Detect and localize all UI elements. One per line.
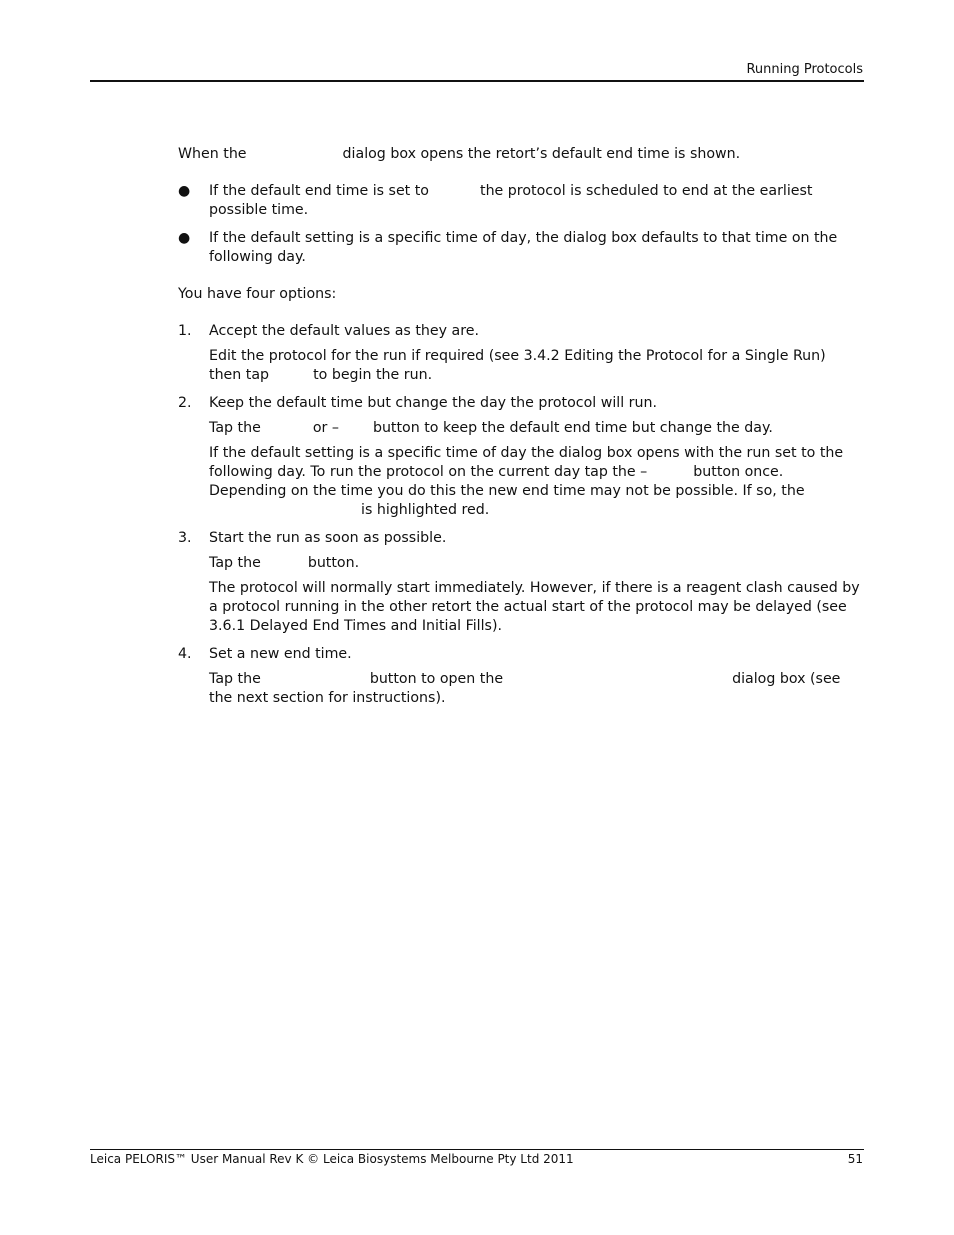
detail-text-start: Tap the [209,420,261,436]
options-intro: You have four options: [178,286,337,302]
detail-text-end: dialog box (see the next section for instructions). [209,671,841,706]
detail-text-start: Edit the protocol for the run if required (see 3.4.2 Editing the Protocol for a Single Run) then tap [209,348,826,383]
bullet-icon: ● [178,230,191,246]
bullet-text-end: the protocol is scheduled to end at the earliest possible time. [209,183,813,218]
option-number: 1. [178,323,192,339]
bullet-icon: ● [178,183,191,199]
option-number: 2. [178,395,192,411]
running-header-title: Running Protocols [746,62,863,77]
detail-text-end: button to keep the default end time but change the day. [372,420,773,436]
bullet-text: If the default setting is a specific time of day, the dialog box defaults to that time on the following day. [209,230,838,265]
main-content [178,145,862,717]
bullet-text-start: If the default end time is set to [209,183,429,199]
detail-text-end: button. [307,555,360,571]
option-detail-text: The protocol will normally start immediately. However, if there is a reagent clash caused by a protocol running in the other retort the actual start of the protocol may be delayed (see 3.6.1 Delayed End Times and Initial Fills). [209,580,860,634]
detail-text-start: Tap the [209,555,261,571]
option-detail-text [209,419,862,438]
detail-text-middle: or – [312,420,339,436]
detail-text-end: is highlighted red. [361,502,490,518]
options-list [178,322,862,708]
option-number: 4. [178,646,192,662]
page-number: 51 [847,1152,863,1166]
option-detail-text [209,444,862,520]
intro-text-end: dialog box opens the retort’s default end time is shown. [342,146,741,162]
option-step-text: Set a new end time. [209,646,352,662]
option-step-text: Accept the default values as they are. [209,323,479,339]
option-detail-text [209,670,862,708]
default-behaviour-list [178,182,862,267]
detail-text-start: If the default setting is a specific time of day the dialog box opens with the run set to the following day. To run the protocol on the current day tap the – [209,445,844,480]
option-detail-text [209,347,862,385]
option-item [178,322,862,385]
detail-text-middle: button once. Depending on the time you do this the new end time may not be possible. If so, the [209,464,805,499]
detail-text-start: Tap the [209,671,261,687]
header-divider [90,80,864,82]
intro-paragraph [178,145,862,164]
option-number: 3. [178,530,192,546]
footer-copyright: Leica PELORIS™ User Manual Rev K © Leica Biosystems Melbourne Pty Ltd 2011 [90,1152,574,1166]
bullet-item [178,229,862,267]
detail-text-end: to begin the run. [313,367,433,383]
option-detail-text [209,554,862,573]
option-item [178,645,862,708]
bullet-item [178,182,862,220]
option-step-text: Keep the default time but change the day the protocol will run. [209,395,657,411]
option-item [178,529,862,636]
intro-text-start: When the [178,146,247,162]
option-item [178,394,862,520]
detail-text-middle: button to open the [369,671,504,687]
footer-divider [90,1149,864,1150]
option-step-text: Start the run as soon as possible. [209,530,447,546]
